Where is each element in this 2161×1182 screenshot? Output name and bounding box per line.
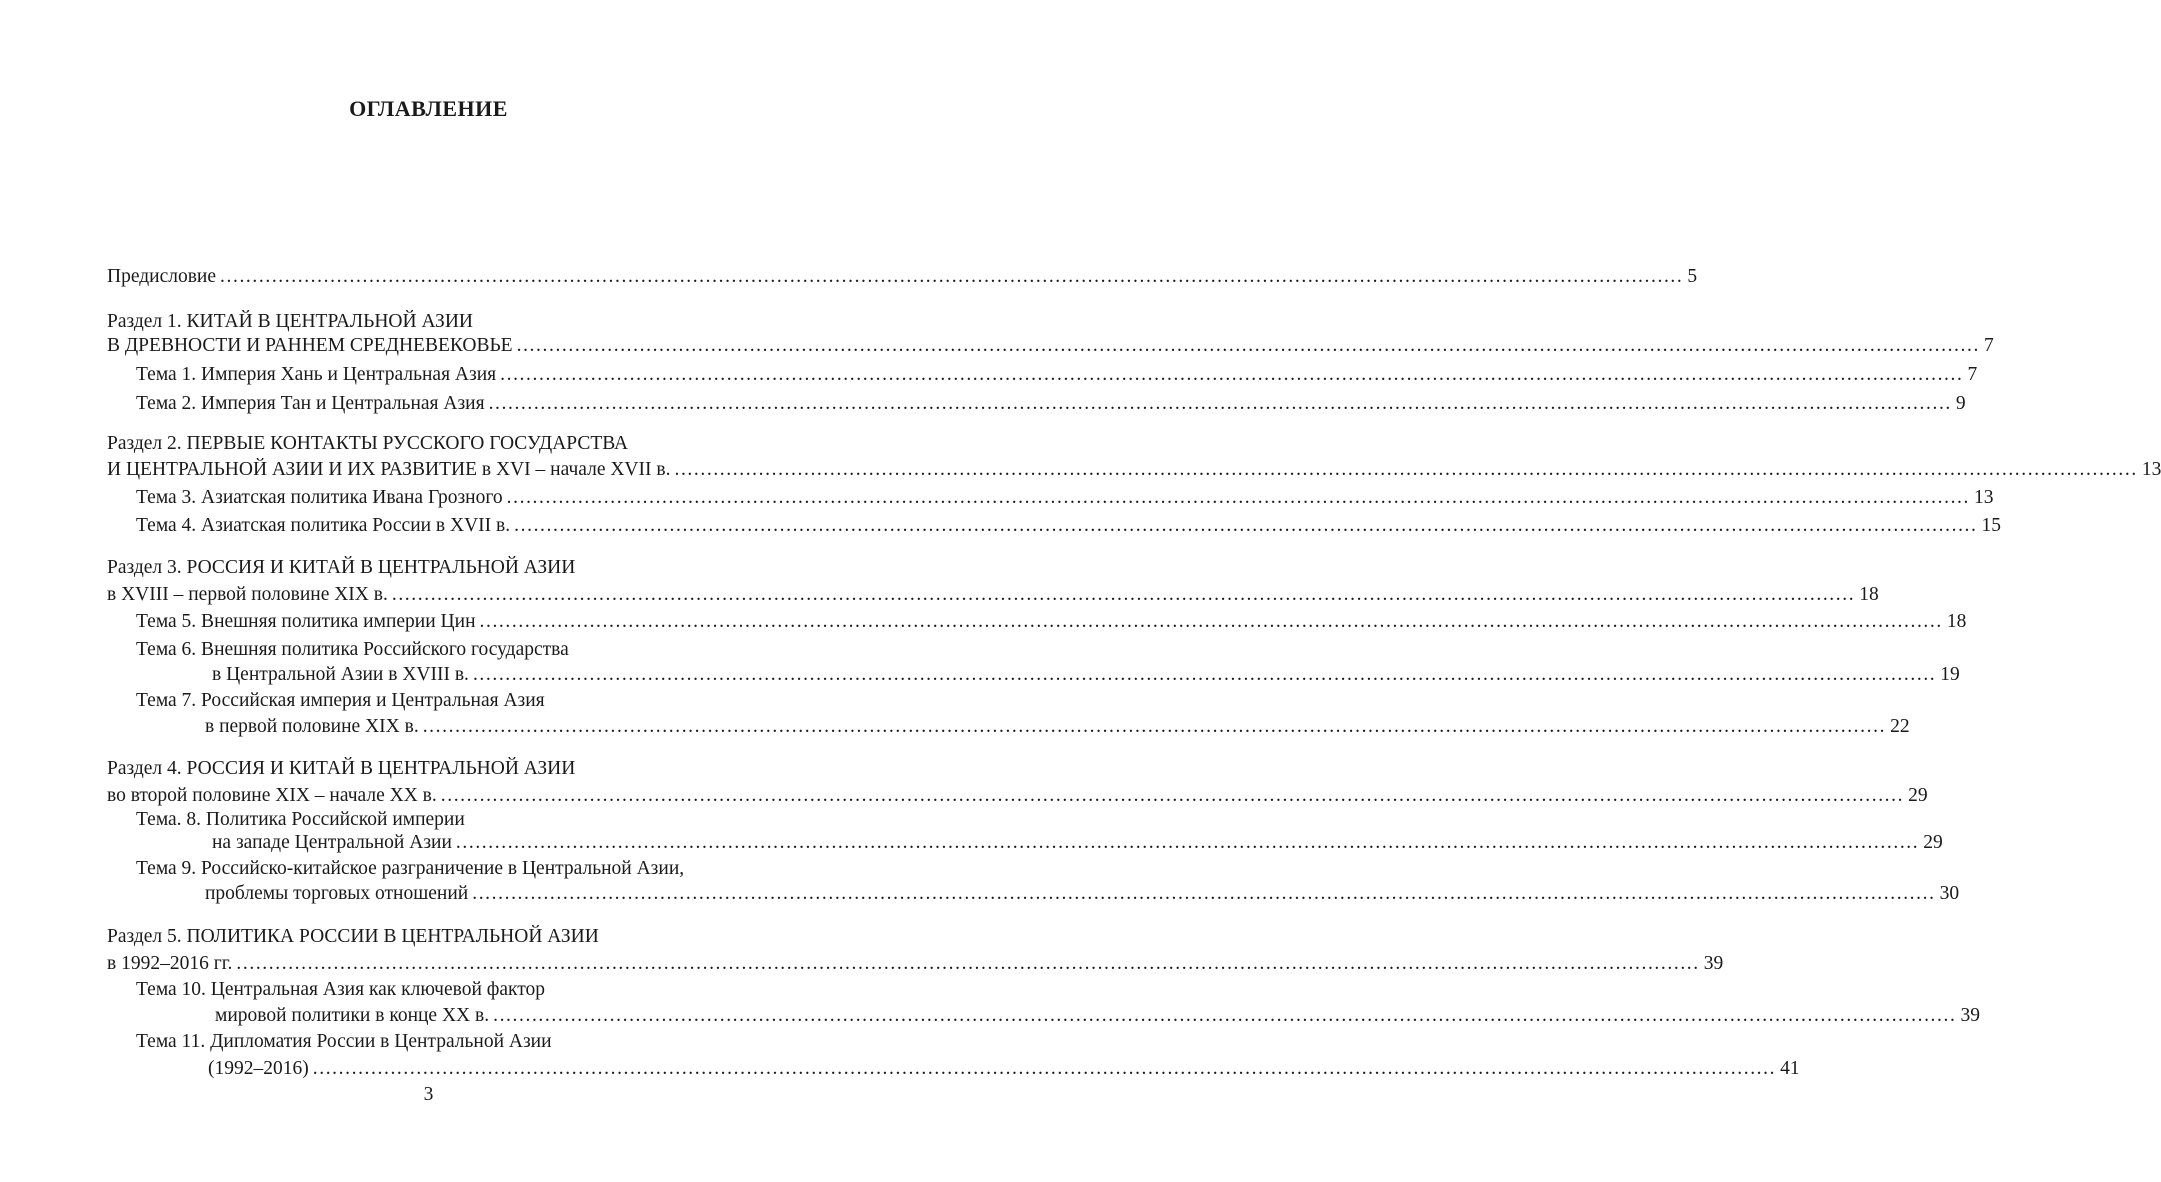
toc-entry-text: мировой политики в конце XX в. bbox=[215, 1005, 490, 1026]
toc-entry-text: (1992–2016) bbox=[208, 1058, 309, 1079]
toc-entry-text: во второй половине XIX – начале XX в. bbox=[107, 785, 437, 806]
toc-entry-text: И ЦЕНТРАЛЬНОЙ АЗИИ И ИХ РАЗВИТИЕ в XVI – начале XVII в. bbox=[107, 459, 671, 480]
toc-entry-text: Тема 2. Империя Тан и Центральная Азия bbox=[136, 393, 485, 414]
toc-topic-entry: Тема 9. Российско-китайское разграничение в Центральной Азии, bbox=[136, 858, 685, 879]
toc-leader-dots: .................................................................................................................................................................................................................................. bbox=[422, 716, 1887, 737]
toc-topic-entry: Тема 7. Российская империя и Центральная Азия bbox=[136, 690, 545, 711]
toc-page-number: 15 bbox=[1981, 515, 2001, 536]
toc-topic-entry-continued bbox=[205, 882, 1960, 906]
toc-page-number: 13 bbox=[2141, 459, 2161, 480]
toc-section-heading: Раздел 3. РОССИЯ И КИТАЙ В ЦЕНТРАЛЬНОЙ АЗИИ bbox=[107, 557, 576, 578]
toc-leader-dots: .................................................................................................................................................................................................................................. bbox=[488, 393, 1952, 414]
toc-page-number: 5 bbox=[1687, 266, 1698, 287]
toc-page-number: 39 bbox=[1703, 953, 1724, 974]
toc-entry-text: Тема 4. Азиатская политика России в XVII в. bbox=[136, 515, 511, 536]
toc-topic-entry bbox=[136, 486, 1994, 510]
toc-entry-text: Тема 5. Внешняя политика империи Цин bbox=[136, 611, 476, 632]
toc-leader-dots: .................................................................................................................................................................................................................................. bbox=[674, 459, 2138, 480]
toc-page-number: 22 bbox=[1890, 716, 1910, 737]
page-title: ОГЛАВЛЕНИЕ bbox=[349, 96, 508, 121]
toc-topic-entry: Тема 10. Центральная Азия как ключевой фактор bbox=[136, 979, 546, 1000]
toc-entry-text: в XVIII – первой половине XIX в. bbox=[107, 584, 388, 605]
toc-leader-dots: .................................................................................................................................................................................................................................. bbox=[472, 664, 1937, 685]
toc-leader-dots: .................................................................................................................................................................................................................................. bbox=[514, 515, 1978, 536]
toc-page-number: 13 bbox=[1974, 487, 1994, 508]
toc-entry-text: в 1992–2016 гг. bbox=[107, 953, 233, 974]
toc-entry-text: проблемы торговых отношений bbox=[205, 883, 469, 904]
toc-topic-entry bbox=[136, 363, 1978, 387]
toc-page-number: 30 bbox=[1939, 883, 1960, 904]
toc-page-number: 39 bbox=[1960, 1005, 1980, 1026]
toc-page-number: 29 bbox=[1923, 832, 1943, 853]
toc-leader-dots: .................................................................................................................................................................................................................................. bbox=[440, 785, 1905, 806]
toc-page-number: 29 bbox=[1908, 785, 1928, 806]
toc-leader-dots: .................................................................................................................................................................................................................................. bbox=[516, 335, 1980, 356]
toc-topic-entry: Тема. 8. Политика Российской империи bbox=[136, 809, 465, 830]
toc-section-heading: Раздел 1. КИТАЙ В ЦЕНТРАЛЬНОЙ АЗИИ bbox=[107, 311, 473, 332]
toc-section-heading bbox=[107, 952, 1724, 976]
toc-leader-dots: .................................................................................................................................................................................................................................. bbox=[391, 584, 1856, 605]
toc-page-number: 18 bbox=[1859, 584, 1879, 605]
toc-leader-dots: .................................................................................................................................................................................................................................. bbox=[479, 611, 1943, 632]
toc-section-heading bbox=[107, 334, 1994, 358]
toc-topic-entry-continued bbox=[212, 831, 1943, 855]
toc-entry-text: В ДРЕВНОСТИ И РАННЕМ СРЕДНЕВЕКОВЬЕ bbox=[107, 335, 513, 356]
toc-section-heading: Раздел 2. ПЕРВЫЕ КОНТАКТЫ РУССКОГО ГОСУДАРСТВА bbox=[107, 433, 629, 454]
toc-page-number: 19 bbox=[1940, 664, 1960, 685]
toc-page-number: 18 bbox=[1946, 611, 1967, 632]
toc-page-number: 9 bbox=[1955, 393, 1966, 414]
toc-topic-entry bbox=[136, 610, 1967, 634]
toc-page-number: 7 bbox=[1983, 335, 1994, 356]
toc-section-heading: Раздел 5. ПОЛИТИКА РОССИИ В ЦЕНТРАЛЬНОЙ АЗИИ bbox=[107, 926, 599, 947]
toc-topic-entry-continued bbox=[205, 715, 1910, 739]
toc-entry-text: Тема 3. Азиатская политика Ивана Грозного bbox=[136, 487, 503, 508]
toc-entry-text: в Центральной Азии в XVIII в. bbox=[212, 664, 469, 685]
toc-page-number: 41 bbox=[1780, 1058, 1800, 1079]
toc-leader-dots: .................................................................................................................................................................................................................................. bbox=[220, 266, 1684, 287]
toc-entry-text: Предисловие bbox=[107, 266, 217, 287]
toc-leader-dots: .................................................................................................................................................................................................................................. bbox=[472, 883, 1936, 904]
toc-leader-dots: .................................................................................................................................................................................................................................. bbox=[312, 1058, 1777, 1079]
toc-topic-entry-continued bbox=[208, 1057, 1800, 1081]
toc-entry-preface bbox=[107, 265, 1698, 289]
toc-leader-dots: .................................................................................................................................................................................................................................. bbox=[506, 487, 1970, 508]
toc-topic-entry bbox=[136, 514, 2001, 538]
page-number: 3 bbox=[423, 1084, 434, 1105]
toc-leader-dots: .................................................................................................................................................................................................................................. bbox=[236, 953, 1700, 974]
toc-page-number: 7 bbox=[1967, 364, 1978, 385]
toc-topic-entry bbox=[136, 392, 1966, 416]
toc-section-heading bbox=[107, 458, 2161, 482]
toc-leader-dots: .................................................................................................................................................................................................................................. bbox=[500, 364, 1964, 385]
toc-topic-entry: Тема 11. Дипломатия России в Центральной Азии bbox=[136, 1031, 552, 1052]
toc-section-heading: Раздел 4. РОССИЯ И КИТАЙ В ЦЕНТРАЛЬНОЙ АЗИИ bbox=[107, 758, 576, 779]
toc-section-heading bbox=[107, 583, 1879, 607]
toc-topic-entry-continued bbox=[212, 663, 1960, 687]
toc-leader-dots: .................................................................................................................................................................................................................................. bbox=[455, 832, 1920, 853]
toc-entry-text: в первой половине XIX в. bbox=[205, 716, 419, 737]
toc-entry-text: на западе Центральной Азии bbox=[212, 832, 452, 853]
toc-entry-text: Тема 1. Империя Хань и Центральная Азия bbox=[136, 364, 497, 385]
toc-section-heading bbox=[107, 784, 1928, 808]
toc-topic-entry: Тема 6. Внешняя политика Российского государства bbox=[136, 639, 569, 660]
toc-leader-dots: .................................................................................................................................................................................................................................. bbox=[493, 1005, 1957, 1026]
toc-topic-entry-continued bbox=[215, 1004, 1980, 1028]
